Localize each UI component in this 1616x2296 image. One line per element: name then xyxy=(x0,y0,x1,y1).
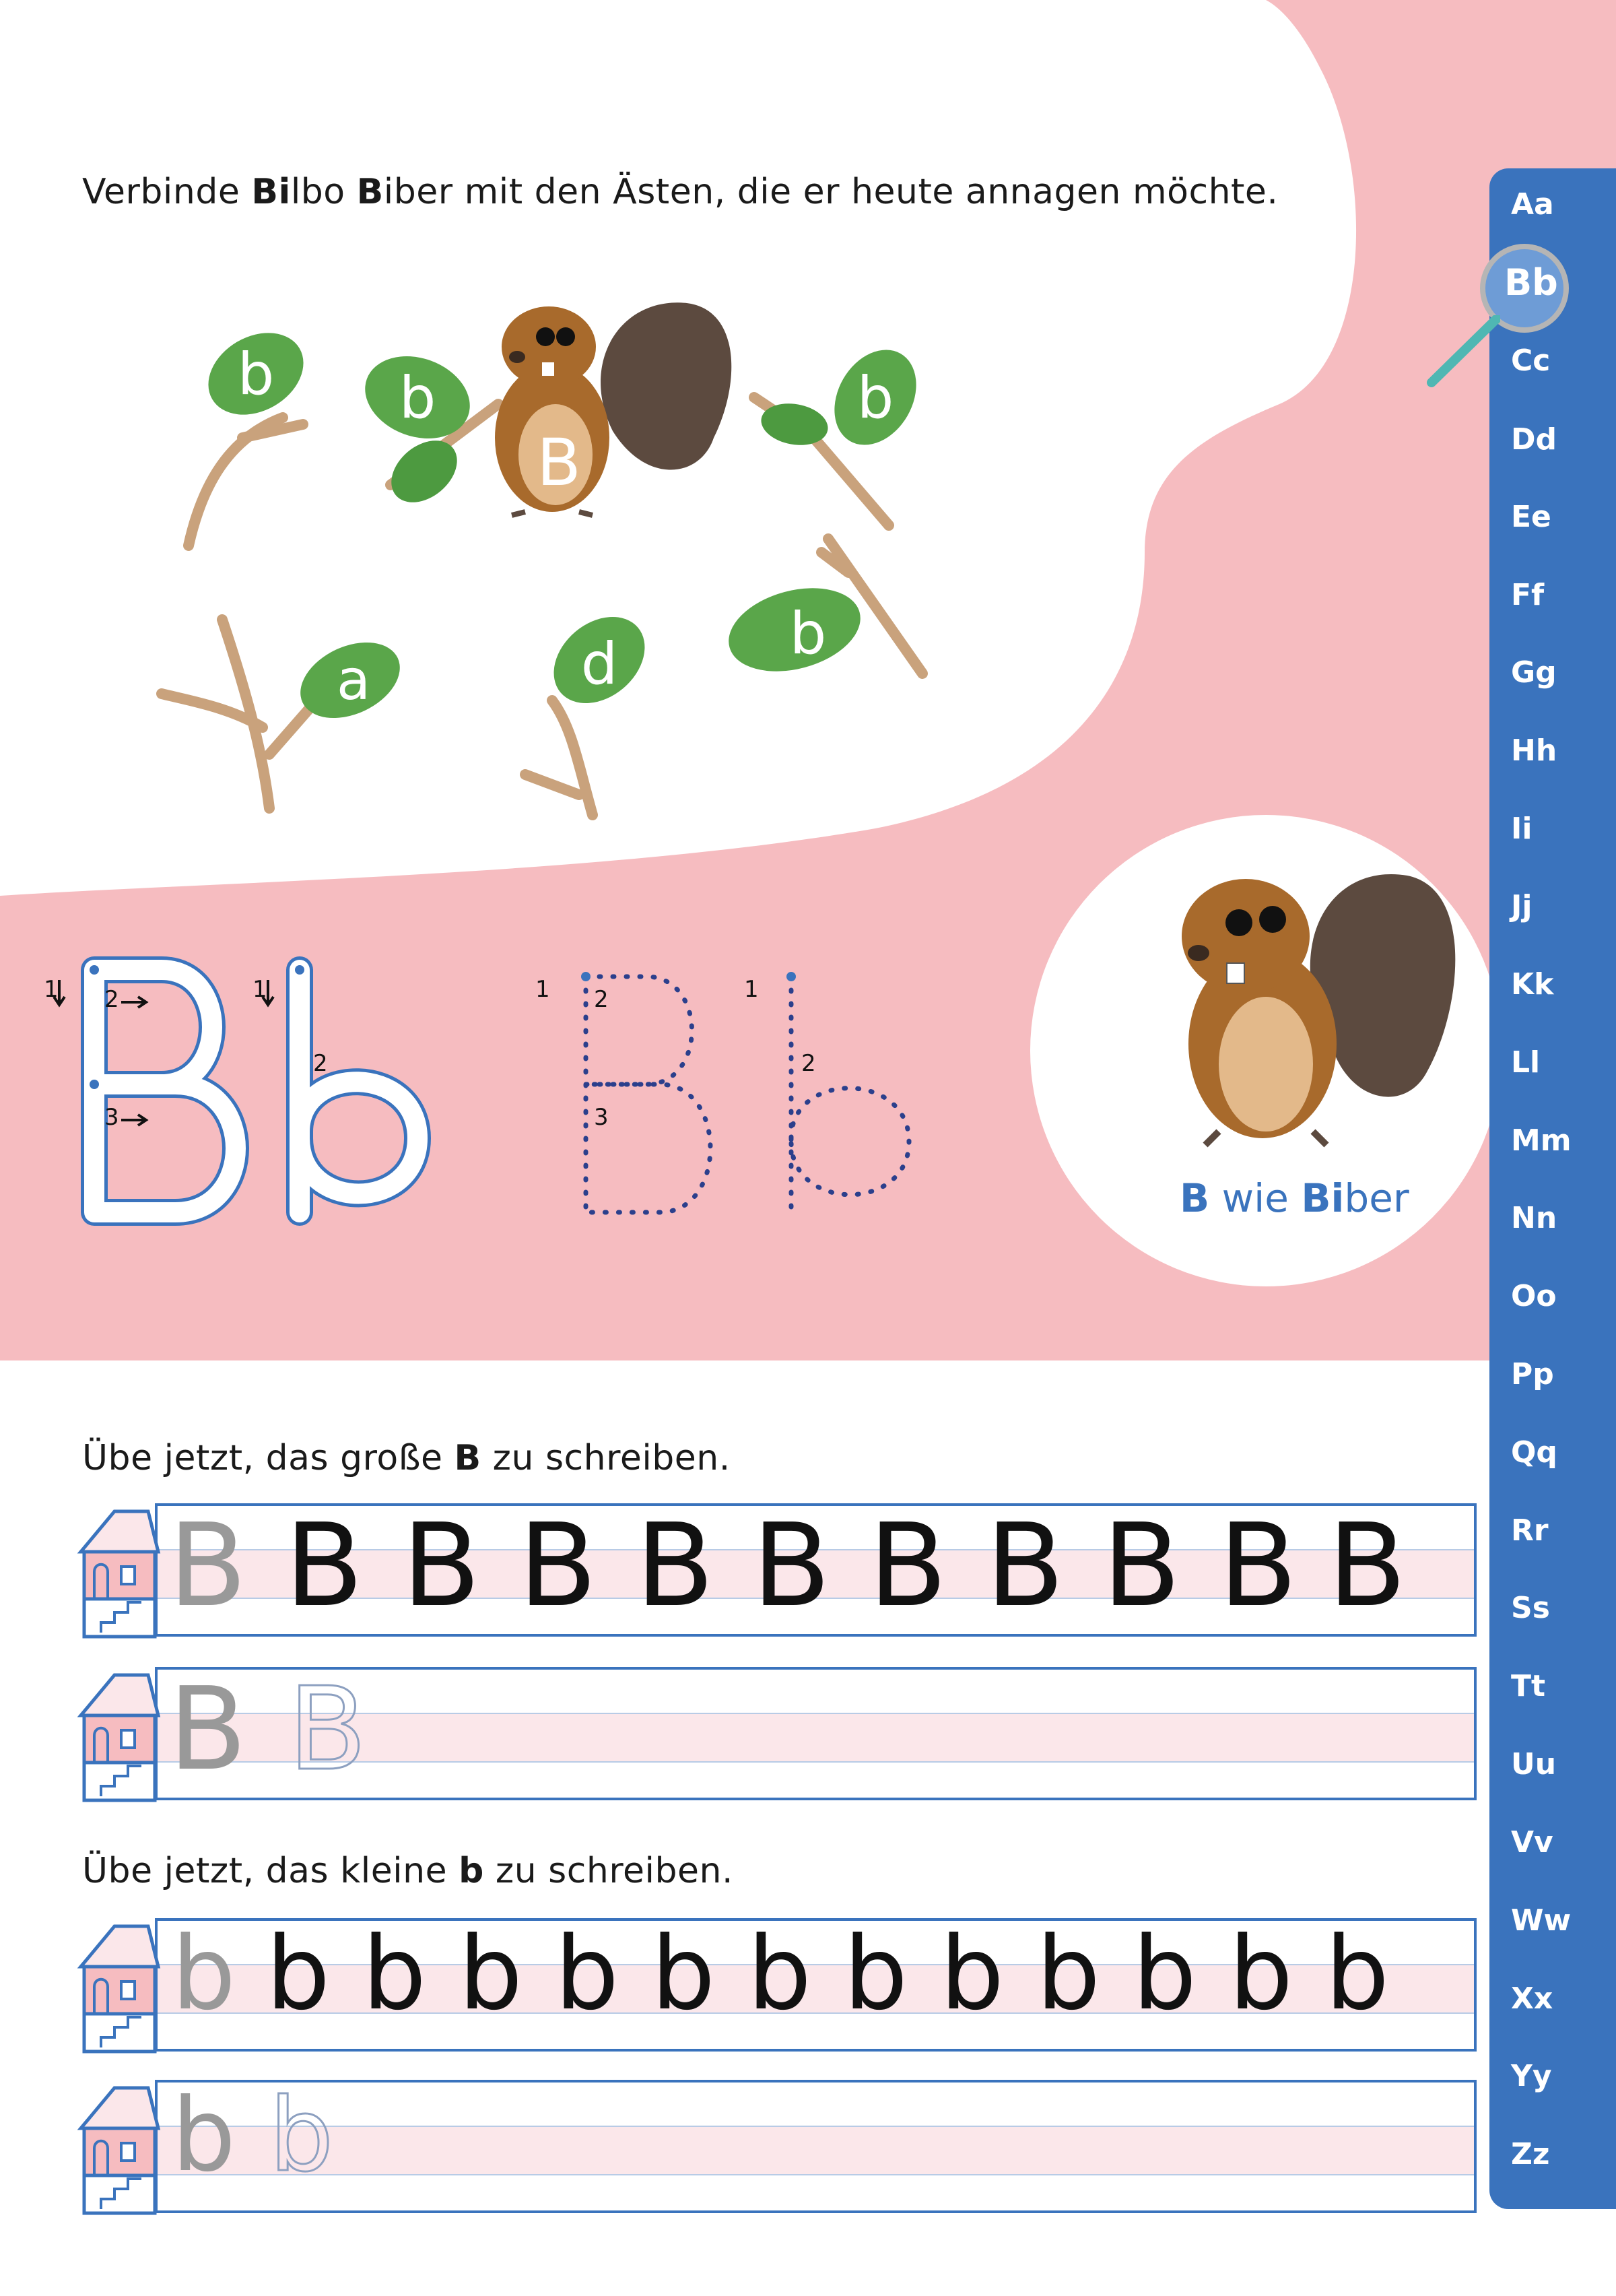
sample-letter: b xyxy=(172,2077,236,2194)
outlined-small-b xyxy=(252,965,417,1212)
letter-b: b xyxy=(1133,1915,1197,2033)
svg-text:d: d xyxy=(580,630,618,698)
leaf-top-left[interactable] xyxy=(194,317,318,431)
letter-b: B xyxy=(402,1499,481,1633)
letter-b: b xyxy=(651,1915,716,2033)
alphabet-item-f[interactable]: Ff xyxy=(1511,578,1545,612)
svg-text:1: 1 xyxy=(535,976,550,1003)
svg-text:2: 2 xyxy=(313,1050,328,1077)
letter-b: b xyxy=(844,1915,908,2033)
dotted-trace-letter: B xyxy=(288,1663,367,1796)
letter-b: B xyxy=(869,1499,947,1633)
svg-text:a: a xyxy=(336,649,371,713)
outlined-capital-b xyxy=(44,965,236,1212)
svg-text:2: 2 xyxy=(801,1050,816,1077)
letter-b: b xyxy=(555,1915,619,2033)
svg-text:3: 3 xyxy=(594,1104,609,1131)
alphabet-item-z[interactable]: Zz xyxy=(1511,2137,1550,2171)
alphabet-item-c[interactable]: Cc xyxy=(1511,343,1551,378)
alphabet-item-u[interactable]: Uu xyxy=(1511,1747,1557,1781)
letter-b: b xyxy=(1325,1915,1390,2033)
practice-capital-instruction: Übe jetzt, das große B zu schreiben. xyxy=(82,1438,731,1478)
house-icon xyxy=(74,2074,162,2216)
letter-b: b xyxy=(940,1915,1005,2033)
dotted-small-b xyxy=(744,972,909,1212)
svg-text:B: B xyxy=(537,425,581,500)
sample-letter: b xyxy=(172,1915,236,2033)
letter-b: b xyxy=(1229,1915,1293,2033)
svg-text:b: b xyxy=(399,364,436,432)
letter-b: B xyxy=(636,1499,714,1633)
connect-instruction: Verbinde Bilbo Biber mit den Ästen, die er heute annagen möchte. xyxy=(82,172,1279,212)
alphabet-item-p[interactable]: Pp xyxy=(1511,1357,1554,1391)
alphabet-item-i[interactable]: Ii xyxy=(1511,812,1533,846)
alphabet-item-g[interactable]: Gg xyxy=(1511,655,1557,690)
alphabet-item-h[interactable]: Hh xyxy=(1511,733,1557,768)
writing-row-capital-1[interactable] xyxy=(74,1499,1407,1638)
alphabet-item-d[interactable]: Dd xyxy=(1511,422,1557,457)
svg-text:b: b xyxy=(856,364,894,432)
svg-text:1: 1 xyxy=(744,976,759,1003)
alphabet-item-l[interactable]: Ll xyxy=(1511,1045,1541,1080)
svg-text:b: b xyxy=(237,341,275,408)
sample-letter: B xyxy=(168,1499,247,1633)
letter-b: b xyxy=(1036,1915,1101,2033)
letter-b: B xyxy=(1102,1499,1181,1633)
letter-b: b xyxy=(459,1915,523,2033)
alphabet-item-n[interactable]: Nn xyxy=(1511,1201,1557,1235)
beaver-on-branch xyxy=(495,302,731,515)
letter-b: B xyxy=(285,1499,364,1633)
house-icon xyxy=(74,1498,162,1639)
alphabet-item-k[interactable]: Kk xyxy=(1511,967,1554,1002)
letter-b: B xyxy=(1328,1499,1407,1633)
alphabet-item-x[interactable]: Xx xyxy=(1511,1981,1553,2016)
letter-b: B xyxy=(986,1499,1065,1633)
letter-b: b xyxy=(266,1915,331,2033)
letter-b: B xyxy=(518,1499,597,1633)
alphabet-item-t[interactable]: Tt xyxy=(1511,1669,1546,1703)
dotted-capital-b xyxy=(535,972,710,1212)
house-icon xyxy=(74,1913,162,2054)
beaver-illustration xyxy=(1145,849,1495,1172)
sample-letter: B xyxy=(168,1663,247,1796)
svg-text:1: 1 xyxy=(44,976,59,1003)
letter-b: b xyxy=(362,1915,427,2033)
svg-text:b: b xyxy=(789,600,827,667)
svg-text:2: 2 xyxy=(594,986,609,1013)
leaf-bottom-right-b[interactable] xyxy=(719,575,869,685)
writing-row-capital-2[interactable] xyxy=(74,1663,1404,1802)
leaf-top-right[interactable] xyxy=(758,335,933,460)
alphabet-item-a[interactable]: Aa xyxy=(1511,187,1554,222)
letter-b: b xyxy=(747,1915,812,2033)
writing-row-small-1[interactable] xyxy=(74,1915,1404,2053)
svg-text:2: 2 xyxy=(104,986,119,1013)
tracing-letters xyxy=(40,956,956,1226)
letter-b: B xyxy=(752,1499,831,1633)
svg-text:1: 1 xyxy=(252,976,267,1003)
alphabet-item-q[interactable]: Qq xyxy=(1511,1435,1557,1470)
svg-text:3: 3 xyxy=(104,1104,119,1131)
alphabet-item-s[interactable]: Ss xyxy=(1511,1591,1550,1625)
practice-small-instruction: Übe jetzt, das kleine b zu schreiben. xyxy=(82,1851,733,1891)
dotted-trace-letter: b xyxy=(269,2077,334,2194)
alphabet-item-y[interactable]: Yy xyxy=(1511,2059,1552,2093)
writing-row-small-2[interactable] xyxy=(74,2077,1404,2215)
alphabet-item-v[interactable]: Vv xyxy=(1511,1825,1553,1860)
alphabet-item-r[interactable]: Rr xyxy=(1511,1513,1549,1548)
alphabet-item-m[interactable]: Mm xyxy=(1511,1123,1572,1158)
alphabet-item-b[interactable]: Bb xyxy=(1504,261,1558,304)
alphabet-item-j[interactable]: Jj xyxy=(1511,889,1533,923)
beaver-caption: B wie Biber xyxy=(1180,1175,1409,1221)
alphabet-item-o[interactable]: Oo xyxy=(1511,1279,1557,1313)
alphabet-item-e[interactable]: Ee xyxy=(1511,500,1551,534)
magnifier-handle-icon xyxy=(1426,315,1500,389)
letter-b: B xyxy=(1219,1499,1298,1633)
branch-illustration xyxy=(148,283,956,835)
house-icon xyxy=(74,1662,162,1803)
alphabet-item-w[interactable]: Ww xyxy=(1511,1903,1572,1938)
